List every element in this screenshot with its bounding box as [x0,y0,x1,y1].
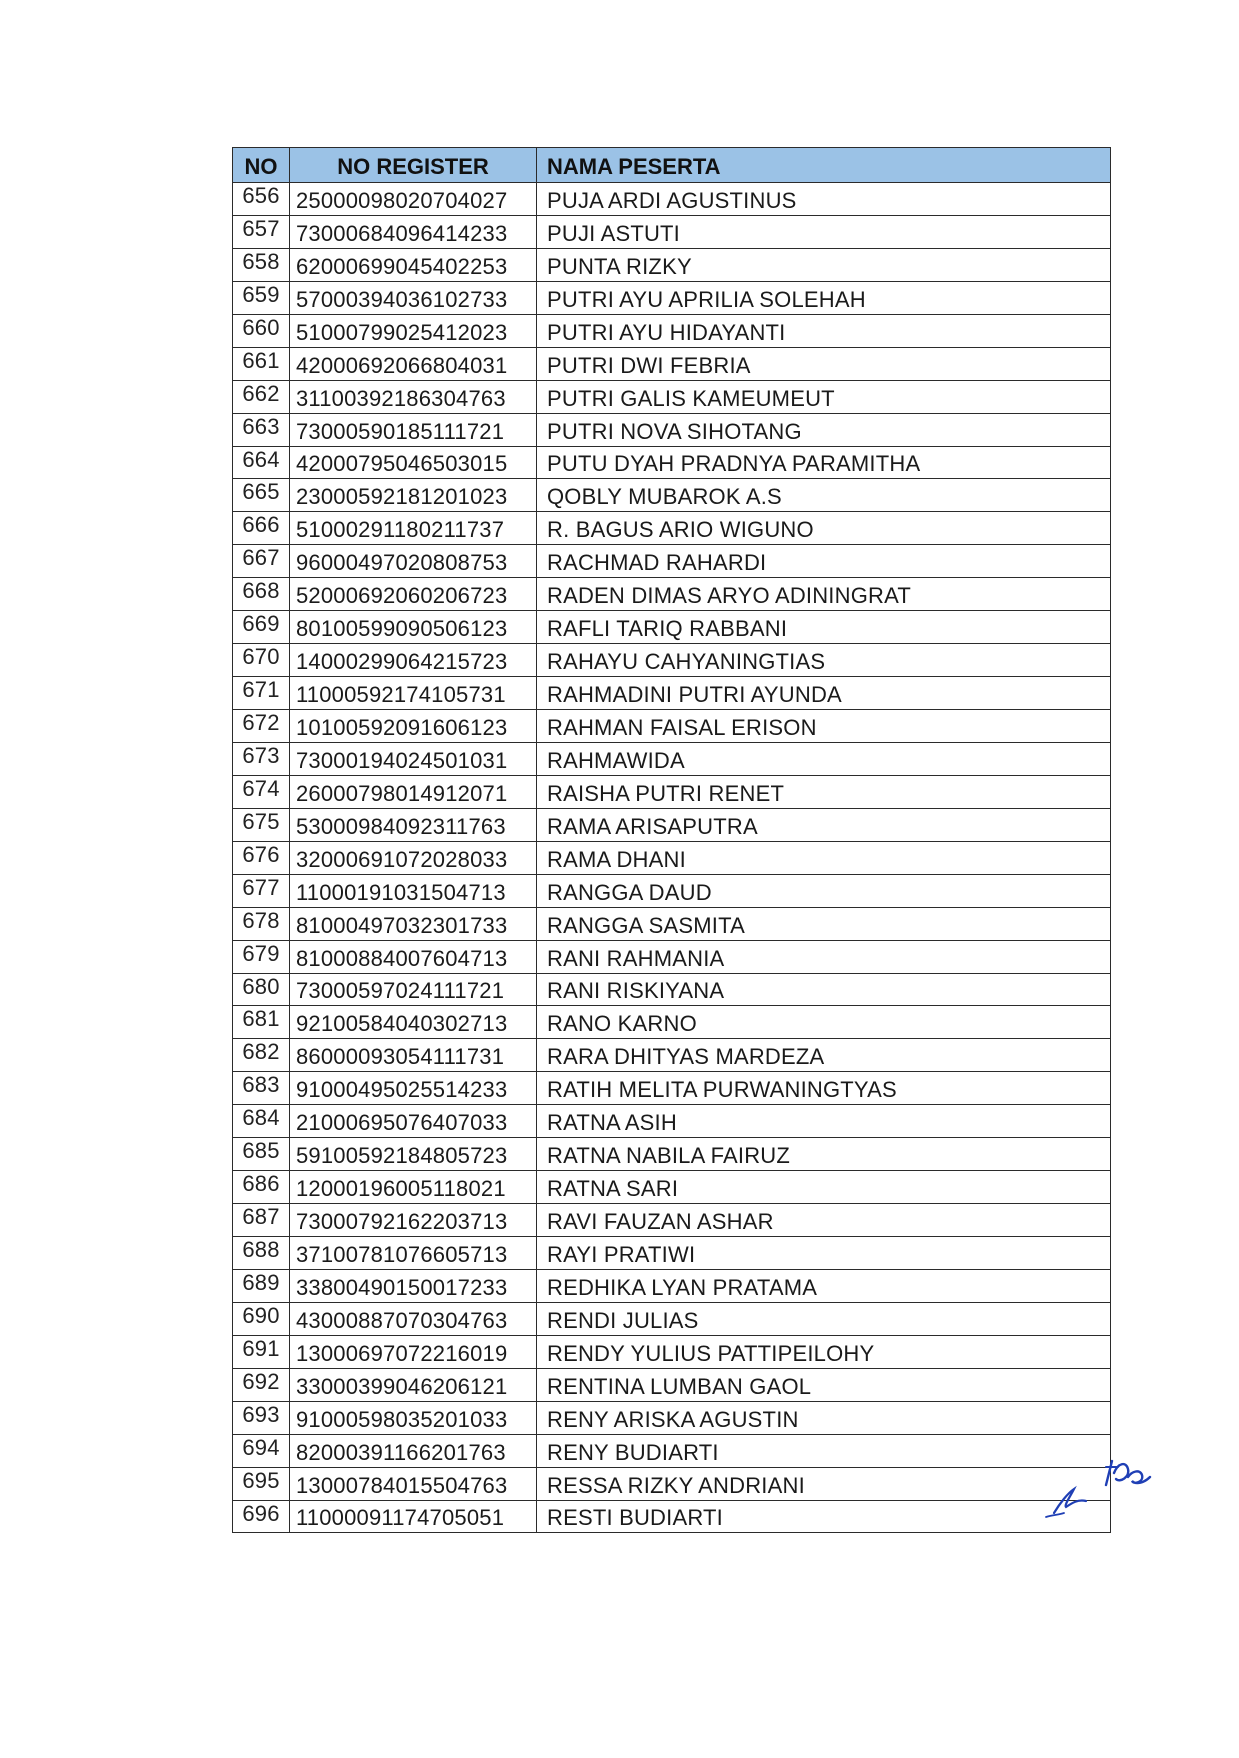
row-number: 658 [233,248,290,281]
table-row [233,1237,1111,1270]
row-number: 694 [233,1434,290,1467]
row-register-number: 33800490150017233 [290,1269,537,1302]
row-participant-name: PUJA ARDI AGUSTINUS [537,183,1111,216]
row-participant-name: RACHMAD RAHARDI [537,545,1111,578]
table-row [233,545,1111,578]
row-number: 692 [233,1368,290,1401]
row-number: 656 [233,183,290,216]
table-row [233,677,1111,710]
row-register-number: 86000093054111731 [290,1039,537,1072]
row-number: 684 [233,1105,290,1138]
row-participant-name: RAHAYU CAHYANINGTIAS [537,644,1111,677]
row-number: 681 [233,1006,290,1039]
row-participant-name: RANO KARNO [537,1006,1111,1039]
row-register-number: 13000697072216019 [290,1335,537,1368]
row-number: 673 [233,742,290,775]
row-participant-name: QOBLY MUBAROK A.S [537,479,1111,512]
row-number: 689 [233,1269,290,1302]
row-participant-name: RAFLI TARIQ RABBANI [537,611,1111,644]
row-number: 679 [233,940,290,973]
row-register-number: 25000098020704027 [290,183,537,216]
table-row [233,1401,1111,1434]
row-register-number: 73000792162203713 [290,1204,537,1237]
table-row [233,314,1111,347]
table-row [233,215,1111,248]
row-number: 680 [233,973,290,1006]
row-number: 672 [233,710,290,743]
table-row [233,1138,1111,1171]
row-participant-name: RAYI PRATIWI [537,1237,1111,1270]
table-row [233,1171,1111,1204]
row-register-number: 96000497020808753 [290,545,537,578]
row-participant-name: RAHMAWIDA [537,742,1111,775]
row-participant-name: RENTINA LUMBAN GAOL [537,1368,1111,1401]
column-header-register: NO REGISTER [290,148,537,183]
row-register-number: 57000394036102733 [290,281,537,314]
row-participant-name: RESSA RIZKY ANDRIANI [537,1467,1111,1500]
row-participant-name: RANI RISKIYANA [537,973,1111,1006]
row-register-number: 62000699045402253 [290,248,537,281]
row-register-number: 73000194024501031 [290,742,537,775]
table-row [233,1039,1111,1072]
table-row [233,1434,1111,1467]
row-participant-name: RAHMADINI PUTRI AYUNDA [537,677,1111,710]
row-number: 677 [233,874,290,907]
table-row [233,973,1111,1006]
table-row [233,413,1111,446]
row-number: 662 [233,380,290,413]
row-participant-name: REDHIKA LYAN PRATAMA [537,1269,1111,1302]
row-participant-name: R. BAGUS ARIO WIGUNO [537,512,1111,545]
row-register-number: 42000692066804031 [290,347,537,380]
table-row [233,347,1111,380]
signature-initials-icon [1040,1455,1160,1525]
row-participant-name: RAHMAN FAISAL ERISON [537,710,1111,743]
table-row [233,248,1111,281]
table-row [233,710,1111,743]
table-row [233,281,1111,314]
row-register-number: 31100392186304763 [290,380,537,413]
table-row [233,775,1111,808]
table-row [233,1368,1111,1401]
row-register-number: 21000695076407033 [290,1105,537,1138]
table-row [233,1006,1111,1039]
row-participant-name: PUTRI AYU APRILIA SOLEHAH [537,281,1111,314]
table-row [233,1335,1111,1368]
row-register-number: 37100781076605713 [290,1237,537,1270]
row-register-number: 11000191031504713 [290,874,537,907]
row-number: 687 [233,1204,290,1237]
row-number: 683 [233,1072,290,1105]
row-participant-name: PUTU DYAH PRADNYA PARAMITHA [537,446,1111,479]
participant-table [232,147,1111,1533]
table-row [233,940,1111,973]
row-number: 668 [233,578,290,611]
row-number: 695 [233,1467,290,1500]
row-number: 693 [233,1401,290,1434]
row-register-number: 23000592181201023 [290,479,537,512]
table-row [233,183,1111,216]
row-participant-name: PUNTA RIZKY [537,248,1111,281]
row-participant-name: RESTI BUDIARTI [537,1500,1111,1533]
table-row [233,841,1111,874]
column-header-name: NAMA PESERTA [537,148,1111,183]
row-number: 661 [233,347,290,380]
row-register-number: 59100592184805723 [290,1138,537,1171]
table-row [233,644,1111,677]
row-number: 669 [233,611,290,644]
row-register-number: 82000391166201763 [290,1434,537,1467]
row-register-number: 11000592174105731 [290,677,537,710]
row-participant-name: RANI RAHMANIA [537,940,1111,973]
table-row [233,1105,1111,1138]
row-participant-name: RADEN DIMAS ARYO ADININGRAT [537,578,1111,611]
row-participant-name: RAVI FAUZAN ASHAR [537,1204,1111,1237]
table-row [233,512,1111,545]
table-header-row [233,148,1111,183]
table-body [233,183,1111,1533]
row-number: 660 [233,314,290,347]
row-number: 691 [233,1335,290,1368]
row-number: 674 [233,775,290,808]
row-register-number: 42000795046503015 [290,446,537,479]
row-participant-name: RARA DHITYAS MARDEZA [537,1039,1111,1072]
row-number: 665 [233,479,290,512]
row-register-number: 43000887070304763 [290,1302,537,1335]
row-participant-name: RENDI JULIAS [537,1302,1111,1335]
row-register-number: 91000495025514233 [290,1072,537,1105]
row-participant-name: RATNA NABILA FAIRUZ [537,1138,1111,1171]
row-register-number: 10100592091606123 [290,710,537,743]
row-number: 685 [233,1138,290,1171]
row-register-number: 53000984092311763 [290,808,537,841]
row-participant-name: RAISHA PUTRI RENET [537,775,1111,808]
table-row [233,1072,1111,1105]
row-register-number: 32000691072028033 [290,841,537,874]
row-participant-name: PUTRI AYU HIDAYANTI [537,314,1111,347]
table-row [233,611,1111,644]
row-participant-name: RENY ARISKA AGUSTIN [537,1401,1111,1434]
row-register-number: 52000692060206723 [290,578,537,611]
table-row [233,874,1111,907]
row-participant-name: RENY BUDIARTI [537,1434,1111,1467]
row-number: 696 [233,1500,290,1533]
row-number: 667 [233,545,290,578]
row-participant-name: RATNA SARI [537,1171,1111,1204]
row-participant-name: RENDY YULIUS PATTIPEILOHY [537,1335,1111,1368]
table-row [233,808,1111,841]
table-row [233,742,1111,775]
row-participant-name: RATNA ASIH [537,1105,1111,1138]
row-participant-name: RAMA ARISAPUTRA [537,808,1111,841]
row-number: 659 [233,281,290,314]
table-row [233,1269,1111,1302]
row-register-number: 51000291180211737 [290,512,537,545]
row-register-number: 81000884007604713 [290,940,537,973]
table-row [233,907,1111,940]
column-header-no: NO [233,148,290,183]
row-number: 657 [233,215,290,248]
table-row [233,380,1111,413]
table-row [233,446,1111,479]
row-participant-name: PUTRI GALIS KAMEUMEUT [537,380,1111,413]
row-participant-name: PUTRI NOVA SIHOTANG [537,413,1111,446]
table-row [233,1467,1111,1500]
row-number: 678 [233,907,290,940]
row-number: 686 [233,1171,290,1204]
table-row [233,479,1111,512]
table-row [233,578,1111,611]
row-register-number: 91000598035201033 [290,1401,537,1434]
row-number: 663 [233,413,290,446]
row-register-number: 12000196005118021 [290,1171,537,1204]
row-register-number: 51000799025412023 [290,314,537,347]
row-register-number: 80100599090506123 [290,611,537,644]
row-number: 676 [233,841,290,874]
row-number: 682 [233,1039,290,1072]
row-participant-name: RANGGA DAUD [537,874,1111,907]
row-number: 671 [233,677,290,710]
row-register-number: 11000091174705051 [290,1500,537,1533]
row-number: 690 [233,1302,290,1335]
row-participant-name: RANGGA SASMITA [537,907,1111,940]
row-register-number: 73000684096414233 [290,215,537,248]
row-participant-name: PUTRI DWI FEBRIA [537,347,1111,380]
row-register-number: 73000597024111721 [290,973,537,1006]
row-participant-name: RAMA DHANI [537,841,1111,874]
row-register-number: 73000590185111721 [290,413,537,446]
table-row [233,1500,1111,1533]
row-register-number: 14000299064215723 [290,644,537,677]
table-row [233,1302,1111,1335]
row-register-number: 26000798014912071 [290,775,537,808]
row-number: 670 [233,644,290,677]
row-number: 664 [233,446,290,479]
row-register-number: 33000399046206121 [290,1368,537,1401]
row-participant-name: PUJI ASTUTI [537,215,1111,248]
row-number: 675 [233,808,290,841]
row-participant-name: RATIH MELITA PURWANINGTYAS [537,1072,1111,1105]
row-register-number: 92100584040302713 [290,1006,537,1039]
row-number: 688 [233,1237,290,1270]
row-register-number: 13000784015504763 [290,1467,537,1500]
row-number: 666 [233,512,290,545]
table-row [233,1204,1111,1237]
row-register-number: 81000497032301733 [290,907,537,940]
